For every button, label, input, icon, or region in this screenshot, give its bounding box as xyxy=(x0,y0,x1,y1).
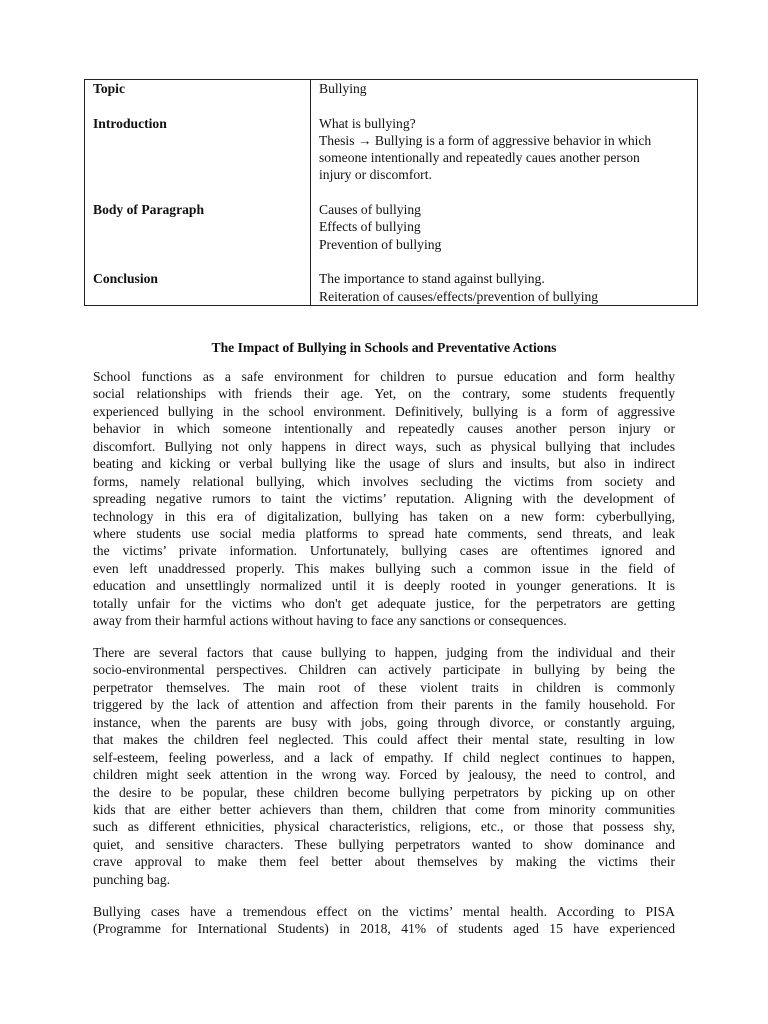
paragraph-line: socio-environmental perspectives. Children can actively participate in bullying by being the xyxy=(93,662,675,678)
paragraph-line: self-esteem, feeling powerless, and a lack of empathy. If child neglect continues to happen, xyxy=(93,749,675,765)
paragraph-line: punching bag. xyxy=(93,871,171,887)
paragraph-line: away from their harmful actions without having to face any sanctions or consequences. xyxy=(93,613,567,629)
paragraph-line: totally unfair for the victims who don't get adequate justice, for the perpetrators are getting xyxy=(93,595,675,611)
paragraph-line: where students use social media platforms to spread hate comments, send threats, and leak xyxy=(93,525,675,541)
outline-label-conclusion: Conclusion xyxy=(93,271,158,287)
outline-body-line: Prevention of bullying xyxy=(319,236,442,252)
paragraph-line: spreading negative rumors to taint the victims’ reputation. Aligning with the development of xyxy=(93,491,675,507)
paragraph-line: education and unsettlingly normalized until it is deeply rooted in younger generations. It is xyxy=(93,578,675,594)
paragraph-line: kids that are either better achievers than them, children that come from minority communities xyxy=(93,801,675,817)
outline-conclusion-line: The importance to stand against bullying. xyxy=(319,271,545,287)
paragraph-line: behavior in which someone intentionally and repeatedly causes another person injury or xyxy=(93,421,675,437)
paragraph-line: perpetrator themselves. The main root of these violent traits in children is commonly xyxy=(93,679,675,695)
outline-intro-line: someone intentionally and repeatedly caues another person xyxy=(319,150,640,166)
outline-label-body: Body of Paragraph xyxy=(93,202,205,218)
outline-conclusion-line: Reiteration of causes/effects/prevention of bullying xyxy=(319,288,599,304)
paragraph-line: There are several factors that cause bullying to happen, judging from the individual and their xyxy=(93,645,675,660)
essay-paragraph-1 xyxy=(93,368,675,630)
outline-body-line: Effects of bullying xyxy=(319,219,421,235)
paragraph-line: social relationships with friends their age. Yet, on the contrary, some students frequently xyxy=(93,386,675,402)
paragraph-line: triggered by the lack of attention and affection from their parents in the family household. For xyxy=(93,697,675,713)
paragraph-line: discomfort. Bullying not only happens in direct ways, such as physical bullying that includes xyxy=(93,438,675,454)
paragraph-line: the victims’ private information. Unfortunately, bullying cases are oftentimes ignored and xyxy=(93,543,675,559)
paragraph-line: the desire to be popular, these children become bullying perpetrators by picking up on other xyxy=(93,784,675,800)
essay-paragraph-2 xyxy=(93,644,675,888)
paragraph-line: instance, when the parents are busy with jobs, going through divorce, or constantly arguing, xyxy=(93,714,675,730)
outline-intro-line: What is bullying? xyxy=(319,115,416,131)
paragraph-line: beating and kicking or verbal bullying like the usage of slurs and insults, but also in indirect xyxy=(93,456,675,472)
outline-intro-line: injury or discomfort. xyxy=(319,167,432,183)
paragraph-line: Bullying cases have a tremendous effect on the victims’ mental health. According to PISA xyxy=(93,904,675,919)
paragraph-line: experienced bullying in the school environment. Definitively, bullying is a form of aggressive xyxy=(93,403,675,419)
table-row xyxy=(85,80,698,306)
outline-intro-line: Thesis → Bullying is a form of aggressive behavior in which xyxy=(319,132,652,148)
essay-outline-table xyxy=(84,79,698,306)
outline-label-introduction: Introduction xyxy=(93,115,167,131)
paragraph-line: quiet, and sensitive characters. These bullying perpetrators wanted to show dominance and xyxy=(93,836,675,852)
essay-paragraph-3 xyxy=(93,903,675,938)
paragraph-line: such as different ethnicities, physical characteristics, religions, etc., or those that possess shy, xyxy=(93,819,675,835)
outline-topic-text: Bullying xyxy=(319,81,367,96)
paragraph-line: (Programme for International Students) in 2018, 41% of students aged 15 have experienced xyxy=(93,921,675,937)
paragraph-line: technology in this era of digitalization, bullying has taken on a new form: cyberbullying, xyxy=(93,508,675,524)
paragraph-line: children might seek attention in the wrong way. Forced by jealousy, the need to control, and xyxy=(93,767,675,783)
paragraph-line: School functions as a safe environment for children to pursue education and form healthy xyxy=(93,369,675,384)
paragraph-line: crave approval to make them feel better about themselves by making the victims their xyxy=(93,854,675,870)
paragraph-line: forms, namely relational bullying, which involves secluding the victims from society and xyxy=(93,473,675,489)
outline-body-line: Causes of bullying xyxy=(319,202,421,218)
outline-labels-cell xyxy=(85,80,311,306)
paragraph-line: that makes the children feel neglected. This could affect their mental state, resulting in low xyxy=(93,732,675,748)
outline-label-topic: Topic xyxy=(93,81,125,96)
outline-content-cell xyxy=(311,80,698,306)
essay-title: The Impact of Bullying in Schools and Preventative Actions xyxy=(211,340,557,355)
paragraph-line: even left unaddressed properly. This makes bullying such a common issue in the field of xyxy=(93,560,675,576)
